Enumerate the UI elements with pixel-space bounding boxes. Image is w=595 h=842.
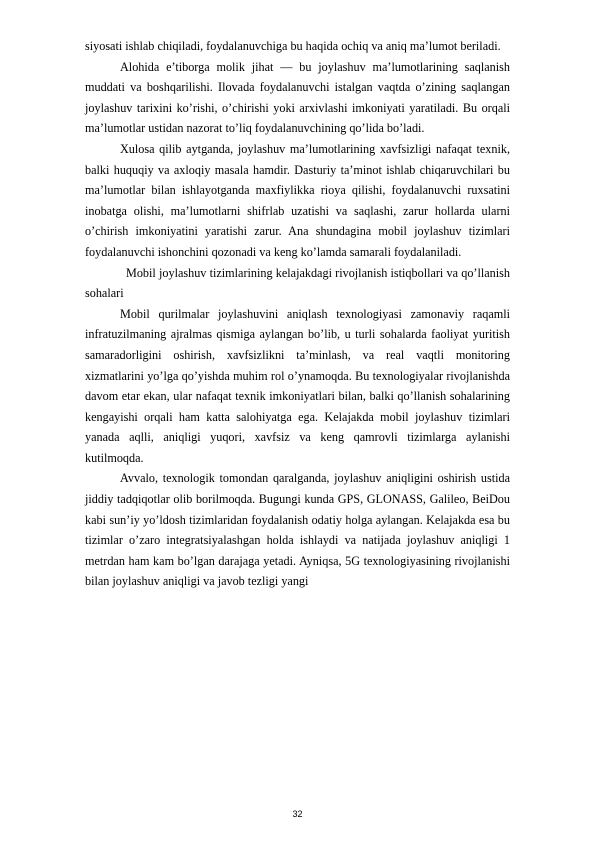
paragraph-location-data-retention: Alohida e’tiborga molik jihat — bu joylashuv ma’lumotlarining saqlanish muddati va boshqarilishi. Ilovada foydalanuvchi istalgan vaqtda o’zining saqlangan joylashuv tarixini ko’rishi, o’chirishi yoki arxivlashi imkoniyati yaratiladi. Bu orqali ma’lumotlar ustidan nazorat to’liq foydalanuvchining qo’lida bo’ladi. xyxy=(85,59,510,136)
paragraph-technology-accuracy: Avvalo, texnologik tomondan qaralganda, joylashuv aniqligini oshirish ustida jiddiy tadqiqotlar olib borilmoqda. Bugungi kunda GPS, GLONASS, Galileo, BeiDou kabi sun’iy yo’ldosh tizimlaridan foydalanish odatiy holga aylangan. Kelajakda esa bu tizimlar o’zaro integratsiyalashgan holda ishlaydi va natijada joylashuv aniqligi 1 metrdan ham kam bo’lgan darajaga yetadi. Ayniqsa, 5G texnologiyasining rivojlanishi bilan joylashuv aniqligi va javob tezligi yangi xyxy=(85,471,510,589)
paragraph-conclusion: Xulosa qilib aytganda, joylashuv ma’lumotlarining xavfsizligi nafaqat texnik, balki huquqiy va axloqiy masala hamdir. Dasturiy ta’minot ishlab chiqaruvchilari bu ma’lumotlar bilan ishlayotganda maxfiylikka rioya qilishi, foydalanuvchi ruxsatini inobatga olishi, ma’lumotlarni shifrlab uzatishi va saqlashi, zarur hollarda ularni o’chirish imkoniyatini yaratishi zarur. Ana shundagina mobil joylashuv tizimlari foydalanuvchi ishonchini qozonadi va keng ko’lamda samarali foydalaniladi. xyxy=(85,141,510,259)
body-text xyxy=(85,36,510,592)
section-heading: Mobil joylashuv tizimlarining kelajakdagi rivojlanish istiqbollari va qo’llanish sohalari xyxy=(85,265,510,301)
page-number: 32 xyxy=(292,809,303,819)
paragraph-continuation: siyosati ishlab chiqiladi, foydalanuvchiga bu haqida ochiq va aniq ma’lumot beriladi. xyxy=(85,39,501,53)
paragraph-mobile-positioning: Mobil qurilmalar joylashuvini aniqlash texnologiyasi zamonaviy raqamli infratuzilmaning ajralmas qismiga aylangan bo’lib, u turli sohalarda faoliyat yuritish samaradorligini oshirish, xavfsizlikni ta’minlash, va real vaqtli monitoring xizmatlarini yo’lga qo’yishda muhim rol o’ynamoqda. Bu texnologiyalar rivojlanishda davom etar ekan, ular nafaqat texnik imkoniyatlari bilan, balki qo’llanish sohalarining kengayishi orqali ham katta salohiyatga ega. Kelajakda mobil joylashuv tizimlari yanada aqlli, aniqligi yuqori, xavfsiz va keng qamrovli tizimlarga aylanishi kutilmoqda. xyxy=(85,306,510,465)
